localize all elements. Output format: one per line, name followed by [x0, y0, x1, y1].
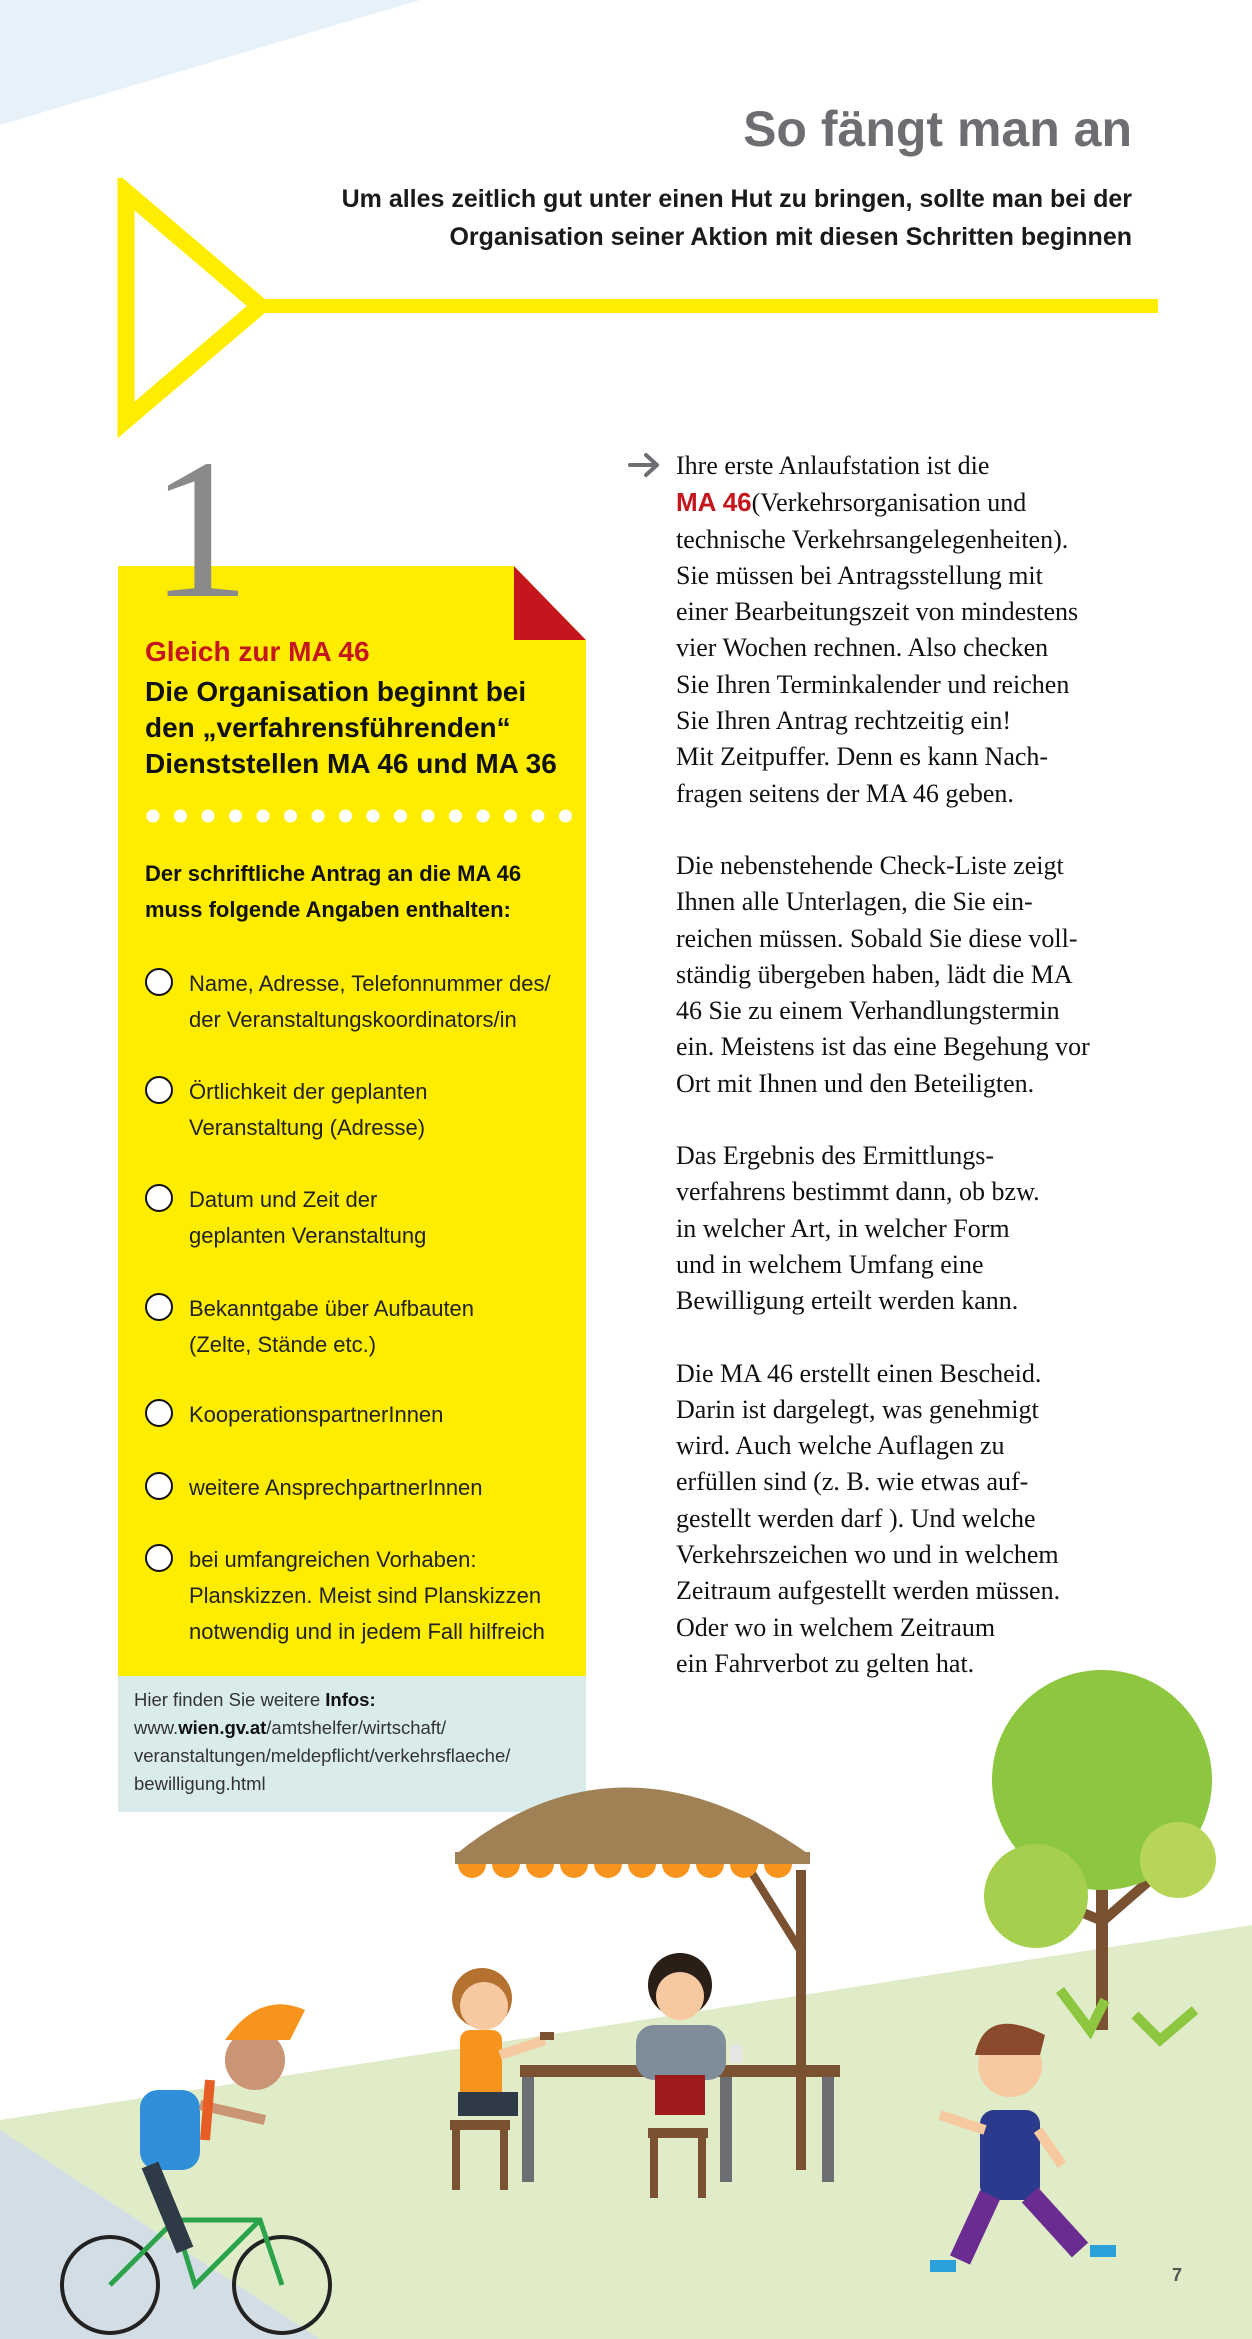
checklist-item-line: Bekanntgabe über Aufbauten — [189, 1296, 475, 1321]
subtitle-line: Organisation seiner Aktion mit diesen Schritten beginnen — [449, 223, 1132, 251]
divider-dot — [422, 810, 435, 823]
body-line: einer Bearbeitungszeit von mindestens — [676, 597, 1079, 627]
url-start: www. — [134, 1717, 179, 1738]
divider-dot — [477, 810, 490, 823]
body-paragraph — [676, 1138, 1146, 1319]
divider-dot — [257, 810, 270, 823]
divider-dot — [174, 810, 187, 823]
body-line: und in welchem Umfang eine — [676, 1249, 984, 1279]
checklist-item-line: (Zelte, Stände etc.) — [189, 1332, 377, 1357]
body-line: gestellt werden darf ). Und welche — [676, 1503, 1036, 1533]
body-line: Sie Ihren Terminkalender und reichen — [676, 669, 1070, 699]
url-path: /amtshelfer/wirtschaft/ — [266, 1717, 447, 1738]
body-line: Sie Ihren Antrag rechtzeitig ein! — [676, 706, 1011, 736]
divider-dot — [339, 810, 352, 823]
ma46-highlight: MA 46 — [676, 487, 752, 518]
body-line: wird. Auch welche Auflagen zu — [676, 1431, 1005, 1461]
body-line: erfüllen sind (z. B. wie etwas auf- — [676, 1467, 1029, 1497]
page-title: So fängt man an — [743, 101, 1132, 157]
dotted-divider — [145, 808, 575, 824]
checklist-item-line: Örtlichkeit der geplanten — [189, 1079, 428, 1104]
divider-dot — [284, 810, 297, 823]
body-line: Ihnen alle Unterlagen, die Sie ein- — [676, 887, 1033, 917]
checkbox-circle-icon[interactable] — [145, 1293, 173, 1321]
divider-dot — [449, 810, 462, 823]
folded-corner-icon — [514, 566, 586, 640]
body-line: Ihre erste Anlaufstation ist die — [676, 451, 990, 480]
page-subtitle — [212, 180, 1132, 256]
step-number: 1 — [150, 419, 250, 640]
step-title-red: Gleich zur MA 46 — [145, 636, 370, 667]
checkbox-circle-icon[interactable] — [145, 968, 173, 996]
body-line: Ort mit Ihnen und den Beteiligten. — [676, 1068, 1035, 1098]
page-number: 7 — [1172, 2265, 1183, 2285]
body-line: Die nebenstehende Check-Liste zeigt — [676, 850, 1064, 880]
body-line: Bewilligung erteilt werden kann. — [676, 1286, 1019, 1316]
divider-dot — [532, 810, 545, 823]
body-line: Verkehrszeichen wo und in welchem — [676, 1540, 1059, 1570]
body-line: ein. Meistens ist das eine Begehung vor — [676, 1032, 1090, 1062]
body-line: Zeitraum aufgestellt werden müssen. — [676, 1576, 1061, 1606]
checklist-item-line: weitere AnsprechpartnerInnen — [189, 1475, 483, 1500]
body-line: technische Verkehrsangelegenheiten). — [676, 524, 1069, 554]
arrow-right-icon — [628, 452, 662, 478]
corner-decoration — [0, 0, 420, 130]
body-line: (Verkehrsorganisation und — [751, 488, 1027, 518]
divider-dot — [147, 810, 160, 823]
checklist-item-line: bei umfangreichen Vorhaben: — [189, 1547, 477, 1572]
divider-dot — [312, 810, 325, 823]
step-title-line: den „verfahrensführenden“ — [145, 712, 511, 743]
body-line: fragen seitens der MA 46 geben. — [676, 778, 1014, 808]
body-line: Oder wo in welchem Zeitraum — [676, 1612, 996, 1642]
body-line: Die MA 46 erstellt einen Bescheid. — [676, 1358, 1042, 1388]
body-line: Darin ist dargelegt, was genehmigt — [676, 1394, 1039, 1424]
body-paragraph — [676, 448, 1146, 812]
checklist-item-line: der Veranstaltungskoordinators/in — [189, 1007, 517, 1032]
body-line: 46 Sie zu einem Verhandlungstermin — [676, 996, 1060, 1026]
divider-dot — [202, 810, 215, 823]
checkbox-circle-icon[interactable] — [145, 1076, 173, 1104]
body-text — [676, 448, 1146, 1718]
body-line: ständig übergeben haben, lädt die MA — [676, 959, 1073, 989]
info-label: Infos: — [325, 1689, 376, 1710]
divider-dot — [394, 810, 407, 823]
divider-dot — [559, 810, 572, 823]
body-line: Das Ergebnis des Ermittlungs- — [676, 1141, 994, 1171]
checklist-item-line: notwendig und in jedem Fall hilfreich — [189, 1619, 545, 1644]
intro-line: muss folgende Angaben enthalten: — [145, 897, 511, 922]
body-line: Mit Zeitpuffer. Denn es kann Nach- — [676, 742, 1049, 772]
url-domain: wien.gv.at — [178, 1717, 267, 1738]
checklist-intro — [145, 856, 565, 928]
checkbox-circle-icon[interactable] — [145, 1472, 173, 1500]
checklist-item-line: Veranstaltung (Adresse) — [189, 1115, 426, 1140]
body-line: ein Fahrverbot zu gelten hat. — [676, 1648, 975, 1678]
subtitle-line: Um alles zeitlich gut unter einen Hut zu bringen, sollte man bei der — [341, 185, 1132, 213]
body-line: in welcher Art, in welcher Form — [676, 1213, 1010, 1243]
body-line: reichen müssen. Sobald Sie diese voll- — [676, 923, 1078, 953]
divider-dot — [504, 810, 517, 823]
body-line: vier Wochen rechnen. Also checken — [676, 633, 1049, 663]
checklist-item-line: Datum und Zeit der — [189, 1187, 378, 1212]
body-line: Sie müssen bei Antragsstellung mit — [676, 560, 1043, 590]
checklist-item-line: Planskizzen. Meist sind Planskizzen — [189, 1583, 542, 1608]
step-title-line: Die Organisation beginnt bei — [145, 676, 527, 707]
body-paragraph — [676, 1356, 1146, 1683]
divider-dot — [367, 810, 380, 823]
street-party-illustration — [0, 1660, 1252, 2339]
url-path[interactable]: veranstaltungen/meldepflicht/verkehrsflaeche/ — [134, 1745, 511, 1766]
step-title — [145, 674, 565, 782]
checkbox-circle-icon[interactable] — [145, 1544, 173, 1572]
checklist-item-line: geplanten Veranstaltung — [189, 1223, 427, 1248]
body-paragraph — [676, 848, 1146, 1102]
divider-dot — [229, 810, 242, 823]
info-prefix: Hier finden Sie weitere — [134, 1689, 326, 1710]
checkbox-circle-icon[interactable] — [145, 1184, 173, 1212]
body-line: verfahrens bestimmt dann, ob bzw. — [676, 1177, 1040, 1207]
step-title-line: Dienststellen MA 46 und MA 36 — [145, 748, 557, 779]
checkbox-circle-icon[interactable] — [145, 1399, 173, 1427]
checklist-item-line: Name, Adresse, Telefonnummer des/ — [189, 971, 551, 996]
intro-line: Der schriftliche Antrag an die MA 46 — [145, 861, 522, 886]
url-path[interactable]: bewilligung.html — [134, 1773, 266, 1794]
checklist-item-line: KooperationspartnerInnen — [189, 1402, 444, 1427]
